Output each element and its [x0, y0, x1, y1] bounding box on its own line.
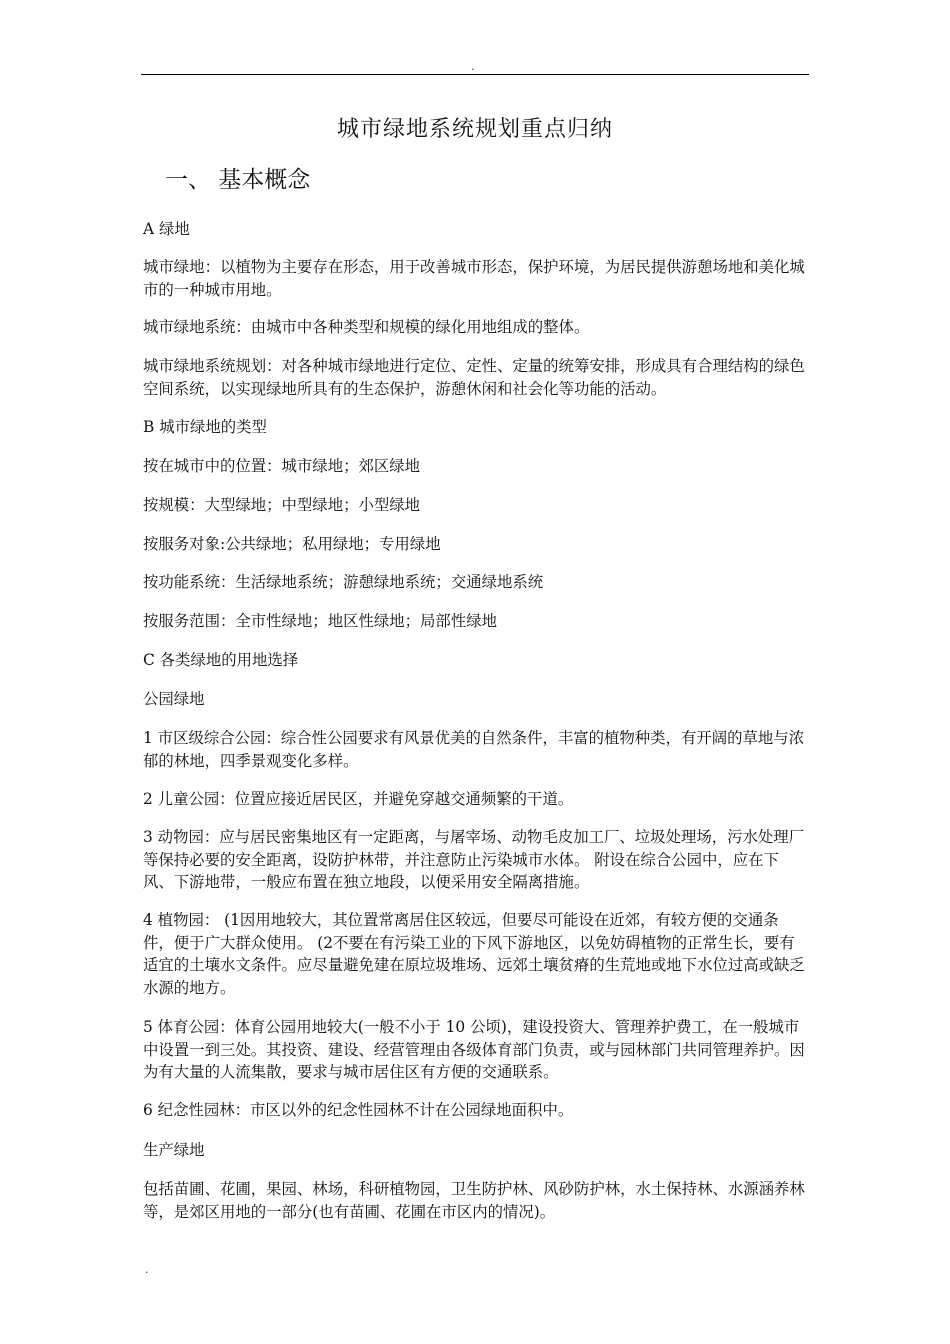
subheading-park: 公园绿地	[143, 690, 205, 708]
paragraph: 按服务范围：全市性绿地；地区性绿地；局部性绿地	[143, 612, 497, 630]
section-heading: 一、 基本概念	[165, 167, 311, 193]
subheading-production: 生产绿地	[143, 1141, 205, 1159]
subheading-c: C 各类绿地的用地选择	[143, 651, 299, 669]
document-title: 城市绿地系统规划重点归纳	[336, 117, 613, 142]
paragraph: 城市绿地：以植物为主要存在形态，用于改善城市形态，保护环境，为居民提供游憩场地和美化城市的一种城市用地。	[143, 258, 805, 299]
header-mark: .	[471, 60, 475, 73]
footer-mark: .	[145, 1263, 149, 1276]
paragraph: 5 体育公园：体育公园用地较大(一般不小于 10 公顷)，建设投资大、管理养护费工，在一般城市中设置一到三处。其投资、建设、经营管理由各级体育部门负责，或与园林部门共同管理养护。因为有大量的人流集散，要求与城市居住区有方便的交通联系。	[143, 1018, 805, 1081]
paragraph: 1 市区级综合公园：综合性公园要求有风景优美的自然条件，丰富的植物种类，有开阔的草地与浓郁的林地，四季景观变化多样。	[143, 729, 805, 770]
paragraph: 2 儿童公园：位置应接近居民区，并避免穿越交通频繁的干道。	[143, 790, 574, 808]
header-rule	[141, 74, 809, 75]
paragraph: 城市绿地系统规划：对各种城市绿地进行定位、定性、定量的统筹安排，形成具有合理结构的绿色空间系统，以实现绿地所具有的生态保护，游憩休闲和社会化等功能的活动。	[143, 357, 805, 398]
paragraph: 3 动物园：应与居民密集地区有一定距离，与屠宰场、动物毛皮加工厂、垃圾处理场，污水处理厂等保持必要的安全距离，设防护林带，并注意防止污染城市水体。 附设在综合公园中，应在下风、下游地带，一般应布置在独立地段，以便采用安全隔离措施。	[143, 828, 805, 891]
paragraph: 按在城市中的位置：城市绿地；郊区绿地	[143, 457, 421, 475]
paragraph: 按服务对象:公共绿地；私用绿地；专用绿地	[143, 535, 441, 553]
paragraph: 4 植物园： (1因用地较大，其位置常离居住区较远，但要尽可能设在近郊，有较方便的交通条件，便于广大群众使用。 (2不要在有污染工业的下风下游地区，以免妨碍植物的正常生长，要有适宜的土壤水文条件。应尽量避免建在原垃圾堆场、远郊土壤贫瘠的生荒地或地下水位过高或缺乏水源的地方。	[143, 911, 805, 997]
subheading-b: B 城市绿地的类型	[143, 418, 267, 436]
paragraph: 包括苗圃、花圃，果园、林场，科研植物园，卫生防护林、风砂防护林，水土保持林、水源涵养林等，是郊区用地的一部分(也有苗圃、花圃在市区内的情况)。	[143, 1180, 805, 1221]
subheading-a: A 绿地	[143, 220, 190, 238]
paragraph: 城市绿地系统：由城市中各种类型和规模的绿化用地组成的整体。	[143, 318, 590, 336]
paragraph: 按规模：大型绿地；中型绿地；小型绿地	[143, 496, 421, 514]
paragraph: 6 纪念性园林：市区以外的纪念性园林不计在公园绿地面积中。	[143, 1101, 574, 1119]
paragraph: 按功能系统：生活绿地系统；游憩绿地系统；交通绿地系统	[143, 573, 544, 591]
